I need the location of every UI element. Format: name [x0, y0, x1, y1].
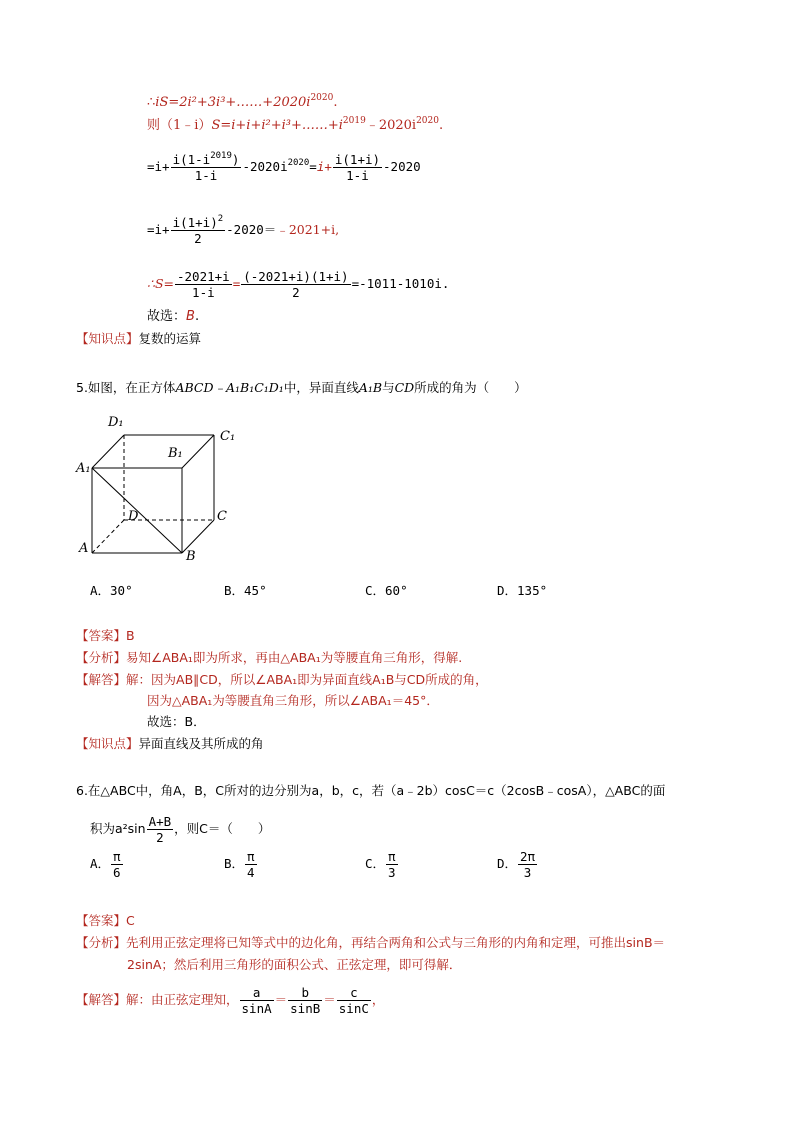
q5-option-d: D．135°: [497, 583, 548, 598]
option-label: B．: [224, 856, 245, 871]
equals: ＝: [274, 992, 288, 1007]
q5-option-b: B．45°: [224, 583, 267, 598]
numerator: -2021+i: [177, 269, 230, 284]
answer-value: C: [126, 913, 135, 928]
numerator: 2π: [520, 849, 536, 864]
fraction: [337, 985, 371, 1016]
numerator: (-2021+i)(1+i): [243, 269, 349, 284]
edge-A1D1: [92, 435, 124, 468]
choose-value: B: [186, 309, 195, 324]
period: .: [333, 95, 338, 110]
numerator: A+B: [148, 814, 172, 829]
therefore-symbol: ∴: [147, 95, 156, 110]
math-text: ∴S=: [147, 276, 174, 291]
solution-text: 解：因为AB∥CD，所以∠ABA₁即为异面直线A₁B与CD所成的角，: [126, 672, 488, 687]
kp-text: 异面直线及其所成的角: [138, 736, 264, 751]
fraction: [518, 849, 537, 880]
denominator: sinB: [290, 1001, 321, 1016]
period: .: [194, 309, 200, 324]
denominator: 4: [247, 865, 255, 880]
analysis-text: 先利用正弦定理将已知等式中的边化角，再结合两角和公式与三角形的内角和定理，可推出: [126, 935, 627, 950]
calc-line-1: [147, 94, 337, 112]
numerator: c: [337, 985, 371, 1001]
analysis-tag: 【分析】: [76, 935, 127, 950]
q6-stem-2: [90, 814, 270, 845]
solution-tag: 【解答】: [76, 672, 127, 687]
q6-solution: [76, 985, 384, 1016]
denominator: sinA: [241, 1001, 272, 1016]
exponent: 2020: [310, 93, 334, 103]
denominator: 2: [194, 231, 202, 246]
denominator: 2: [156, 830, 164, 845]
numerator: π: [113, 849, 121, 864]
q6-answer: [76, 912, 135, 930]
q5-stem: [76, 379, 527, 397]
fraction: [288, 985, 322, 1016]
math-text: =i+: [147, 159, 170, 174]
denominator: 1-i: [194, 168, 218, 183]
math-text: 则（1﹣i）: [147, 118, 212, 133]
math-expr: ﹣2020i: [365, 118, 417, 133]
fraction: [245, 849, 257, 880]
q5-solution-2: 因为△ABA₁为等腰直角三角形，所以∠ABA₁＝45°．: [147, 693, 439, 708]
fraction: [333, 152, 382, 183]
fraction: [171, 152, 242, 183]
fraction: [171, 215, 226, 246]
line-name: A₁B: [358, 380, 383, 395]
q6-option-c: [365, 849, 399, 880]
kp-text: 复数的运算: [138, 331, 202, 346]
solution-tag: 【解答】: [76, 992, 127, 1007]
q6-analysis: [76, 934, 665, 952]
label-D1: D₁: [108, 415, 124, 430]
q5-answer: [76, 627, 135, 645]
fraction: [175, 269, 232, 300]
math-text: -2020: [226, 222, 264, 237]
comma: ，: [371, 992, 385, 1007]
math-text: -2020i: [242, 159, 288, 174]
fraction: [147, 814, 174, 845]
label-B: B: [186, 549, 196, 564]
q5-analysis: [76, 649, 462, 667]
stem-text: 所成的角为（ ）: [414, 380, 527, 395]
analysis-text: 易知∠ABA₁即为所求，再由△ABA₁为等腰直角三角形，得解.: [126, 650, 463, 665]
q6-option-b: [224, 849, 258, 880]
cube-name: ABCD﹣A₁B₁C₁D₁: [175, 380, 284, 395]
q6-option-a: [90, 849, 124, 880]
paren: ): [231, 152, 240, 167]
q6-option-d: [497, 849, 538, 880]
fraction: [111, 849, 123, 880]
stem-text: ，则C＝（ ）: [174, 821, 271, 836]
calc-line-5: [147, 269, 449, 300]
exponent: 2019: [342, 116, 366, 126]
calc-line-4: [147, 215, 339, 246]
stem-text: 5.如图，在正方体: [76, 380, 176, 395]
answer-value: B: [126, 628, 135, 643]
stem-text: 中，异面直线: [283, 380, 359, 395]
answer-tag: 【答案】: [76, 913, 127, 928]
option-label: C．: [365, 856, 386, 871]
label-A: A: [79, 541, 89, 556]
analysis-math: sinB＝: [626, 935, 666, 950]
equals: ＝: [263, 222, 277, 237]
numerator: i(1-i: [172, 152, 211, 167]
knowledge-point-4: [76, 330, 201, 348]
label-D: D: [128, 509, 139, 524]
stem-text: 积为a²sin: [90, 821, 146, 836]
denominator: 1-i: [192, 285, 215, 300]
math-text: =i+: [147, 222, 170, 237]
kp-tag: 【知识点】: [76, 331, 139, 346]
option-label: D．: [497, 856, 518, 871]
fraction: [241, 269, 350, 300]
analysis-tag: 【分析】: [76, 650, 127, 665]
denominator: 3: [388, 865, 396, 880]
answer-tag: 【答案】: [76, 628, 127, 643]
numerator: i(1+i): [334, 152, 381, 167]
line-name: CD: [394, 380, 415, 395]
label-B1: B₁: [168, 446, 183, 461]
option-label: A．: [90, 856, 111, 871]
exponent: 2020: [416, 116, 439, 126]
q5-option-a: A．30°: [90, 583, 133, 598]
exponent: 2019: [210, 151, 232, 161]
math-text: =-1011-1010i.: [351, 276, 450, 291]
calc-line-2: [147, 117, 443, 135]
denominator: 3: [523, 865, 532, 880]
denominator: 2: [292, 285, 300, 300]
numerator: π: [247, 849, 255, 864]
math-expr: ﹣2021+i,: [276, 222, 340, 237]
denominator: sinC: [338, 1001, 369, 1016]
analysis-text: ；然后利用三角形的面积公式、正弦定理，即可得解．: [161, 957, 462, 972]
fraction: [386, 849, 398, 880]
q5-option-c: C．60°: [365, 583, 408, 598]
q5-knowledge-point: [76, 735, 264, 753]
edge-B1C1: [182, 435, 214, 468]
edge-AD-hidden: [92, 520, 124, 553]
math-expr: i+: [316, 159, 332, 174]
period: .: [438, 118, 444, 133]
denominator: 1-i: [346, 168, 369, 183]
choose-text: 故选：: [147, 309, 187, 324]
stem-text: 与: [382, 380, 395, 395]
label-C: C: [217, 509, 227, 524]
label-A1: A₁: [76, 461, 91, 476]
equals: =: [232, 276, 241, 291]
numerator: i(1+i): [172, 215, 218, 230]
q5-choose: 故选：B．: [147, 714, 206, 729]
analysis-math: 2sinA: [127, 957, 162, 972]
cube-figure: [72, 408, 242, 568]
exponent: 2: [217, 214, 224, 224]
q6-analysis-2: [127, 956, 461, 974]
math-expr: S=i+i+i²+i³+……+i: [211, 118, 343, 133]
q6-stem-1: 6.在△ABC中，角A，B，C所对的边分别为a，b，c，若（a﹣2b）cosC＝c（2cosB﹣cosA），△ABC的面: [76, 783, 666, 798]
math-expr: iS=2i²+3i³+……+2020i: [155, 95, 311, 110]
label-C1: C₁: [220, 429, 236, 444]
equals: =: [309, 159, 317, 174]
denominator: 6: [113, 865, 121, 880]
exponent: 2020: [287, 158, 310, 168]
math-text: -2020: [383, 159, 421, 174]
equals: ＝: [323, 992, 336, 1007]
choose-line: [147, 308, 199, 326]
calc-line-3: [147, 152, 421, 183]
numerator: b: [288, 985, 322, 1001]
fraction: [240, 985, 274, 1016]
numerator: π: [388, 849, 396, 864]
kp-tag: 【知识点】: [76, 736, 139, 751]
numerator: a: [240, 985, 274, 1001]
q5-solution: [76, 671, 488, 689]
solution-text: 解：由正弦定理知，: [126, 992, 239, 1007]
